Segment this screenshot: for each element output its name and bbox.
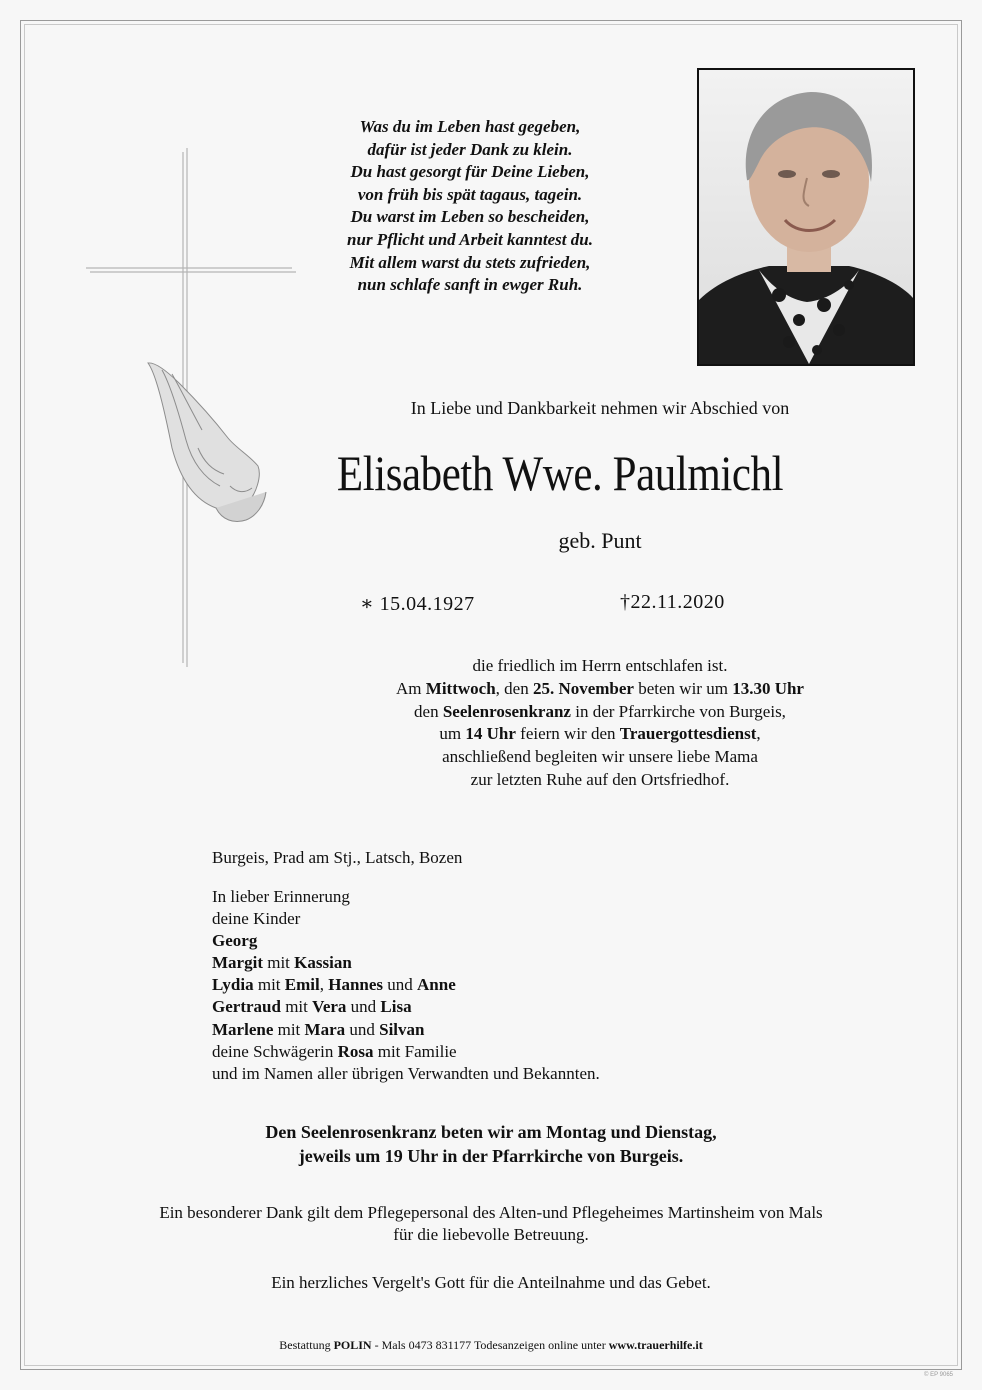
family-name: Rosa bbox=[337, 1041, 374, 1061]
thanks-line: Ein besonderer Dank gilt dem Pflegepersonal des Alten-und Pflegeheimes Martinsheim von Mals bbox=[159, 1203, 823, 1222]
text: mit bbox=[262, 953, 295, 973]
death-date-value: 22.11.2020 bbox=[630, 591, 725, 613]
poem-line: Was du im Leben hast gegeben, bbox=[359, 117, 581, 136]
poem-line: nun schlafe sanft in ewger Ruh. bbox=[357, 275, 583, 295]
thanks-note bbox=[80, 1202, 902, 1246]
time: 13.30 Uhr bbox=[732, 678, 804, 698]
born-name: geb. Punt bbox=[558, 528, 642, 553]
text: Am bbox=[396, 678, 426, 698]
text: um bbox=[439, 724, 466, 744]
family-name: Georg bbox=[212, 931, 258, 951]
text: , bbox=[756, 724, 761, 744]
service-line bbox=[290, 701, 910, 724]
rosary-notice bbox=[100, 1120, 882, 1168]
date: 25. November bbox=[532, 678, 634, 698]
family-name: Marlene bbox=[212, 1019, 274, 1039]
poem-line: Du warst im Leben so bescheiden, bbox=[350, 207, 590, 227]
birth-date-value: 15.04.1927 bbox=[379, 593, 475, 615]
family-name: Kassian bbox=[294, 953, 352, 973]
text: mit Familie bbox=[373, 1041, 457, 1061]
family-line bbox=[212, 952, 600, 974]
notice-line: Den Seelenrosenkranz beten wir am Montag und Dienstag, bbox=[265, 1122, 717, 1142]
family-name: Mara bbox=[304, 1019, 346, 1039]
family-line: In lieber Erinnerung bbox=[212, 887, 350, 906]
thanks-line: für die liebevolle Betreuung. bbox=[393, 1225, 589, 1244]
text: den bbox=[414, 701, 443, 721]
poem-line: dafür ist jeder Dank zu klein. bbox=[367, 139, 573, 159]
portrait-photo bbox=[697, 68, 915, 366]
time: 14 Uhr bbox=[465, 724, 516, 744]
website-link[interactable]: www.trauerhilfe.it bbox=[608, 1338, 703, 1352]
service-info bbox=[290, 655, 910, 792]
text: in der Pfarrkirche von Burgeis, bbox=[570, 701, 786, 721]
text: deine Schwägerin bbox=[212, 1041, 338, 1061]
text: , den bbox=[495, 678, 533, 698]
death-cross-icon: † bbox=[620, 591, 631, 613]
cross-with-praying-hands-icon bbox=[80, 148, 310, 668]
text: mit bbox=[273, 1019, 305, 1039]
family-line bbox=[212, 1019, 600, 1041]
family-name: Margit bbox=[212, 953, 263, 973]
service-line: anschließend begleiten wir unsere liebe Mama bbox=[442, 747, 758, 767]
text: beten wir um bbox=[633, 678, 733, 698]
family-name: Gertraud bbox=[212, 997, 281, 1017]
family-line bbox=[212, 996, 600, 1018]
service-line bbox=[290, 723, 910, 746]
family-name: Vera bbox=[312, 997, 347, 1017]
service-line bbox=[290, 678, 910, 701]
family-name: Lisa bbox=[380, 997, 412, 1017]
footer-text: Bestattung bbox=[279, 1338, 334, 1352]
death-date bbox=[620, 591, 725, 614]
family-line bbox=[212, 1041, 600, 1063]
family-line: deine Kinder bbox=[212, 909, 301, 929]
footer-text: - Mals 0473 831177 Todesanzeigen online unter bbox=[371, 1338, 609, 1352]
text: feiern wir den bbox=[515, 724, 620, 744]
family-line bbox=[212, 974, 600, 996]
family-name: Anne bbox=[417, 975, 456, 995]
poem-line: Mit allem warst du stets zufrieden, bbox=[349, 252, 591, 272]
funeral-mass: Trauergottesdienst bbox=[619, 724, 757, 744]
text: und bbox=[345, 1019, 380, 1039]
print-code: © EP 9065 bbox=[924, 1372, 953, 1378]
places: Burgeis, Prad am Stj., Latsch, Bozen bbox=[212, 848, 463, 867]
text: mit bbox=[280, 997, 313, 1017]
poem bbox=[300, 116, 640, 297]
rosary: Seelenrosenkranz bbox=[442, 701, 571, 721]
text: und bbox=[383, 975, 418, 995]
poem-line: Du hast gesorgt für Deine Lieben, bbox=[350, 162, 590, 182]
family-name: Lydia bbox=[212, 975, 254, 995]
text: und bbox=[346, 997, 381, 1017]
final-thanks: Ein herzliches Vergelt's Gott für die Anteilnahme und das Gebet. bbox=[271, 1273, 711, 1292]
deceased-name: Elisabeth Wwe. Paulmichl bbox=[336, 445, 784, 501]
poem-line: von früh bis spät tagaus, tagein. bbox=[357, 184, 583, 204]
text: mit bbox=[253, 975, 285, 995]
poem-line: nur Pflicht und Arbeit kanntest du. bbox=[347, 229, 593, 249]
funeral-home-name: POLIN bbox=[333, 1338, 372, 1352]
birth-asterisk-icon: ∗ bbox=[360, 593, 375, 615]
family-line bbox=[212, 930, 600, 952]
service-line: die friedlich im Herrn entschlafen ist. bbox=[472, 656, 728, 675]
day: Mittwoch bbox=[425, 678, 496, 698]
service-line: zur letzten Ruhe auf den Ortsfriedhof. bbox=[470, 769, 730, 789]
birth-date bbox=[360, 591, 475, 616]
family-name: Hannes bbox=[328, 975, 384, 995]
family-name: Silvan bbox=[379, 1019, 425, 1039]
text: , bbox=[319, 975, 329, 995]
family-name: Emil bbox=[284, 975, 320, 995]
intro-text: In Liebe und Dankbarkeit nehmen wir Abschied von bbox=[410, 398, 790, 418]
family-list bbox=[212, 886, 600, 1085]
notice-line: jeweils um 19 Uhr in der Pfarrkirche von Burgeis. bbox=[298, 1146, 684, 1166]
footer bbox=[100, 1338, 882, 1353]
family-line: und im Namen aller übrigen Verwandten und Bekannten. bbox=[212, 1063, 600, 1083]
